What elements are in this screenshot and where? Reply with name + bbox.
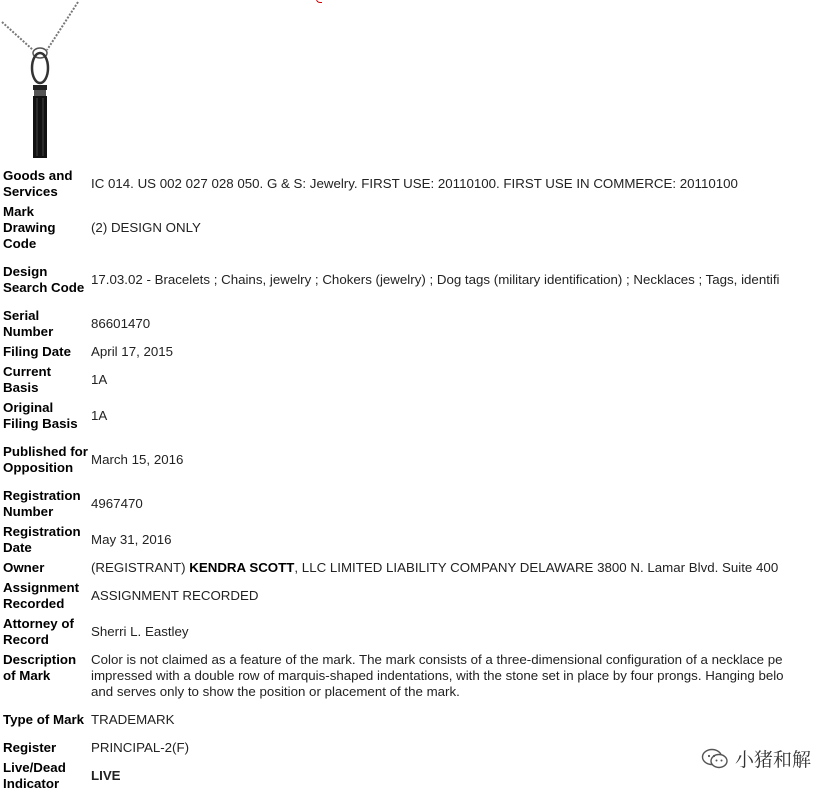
value-reg-number: 4967470 xyxy=(91,496,143,511)
owner-prefix: (REGISTRANT) xyxy=(91,560,190,575)
value-type: TRADEMARK xyxy=(91,712,175,727)
value-filing-date: April 17, 2015 xyxy=(91,344,174,359)
row-goods xyxy=(0,166,837,202)
value-owner xyxy=(90,558,837,578)
row-drawing xyxy=(0,202,837,254)
description-line-1: Color is not claimed as a feature of the mark. The mark consists of a three-dimensional configuration of a necklace pe xyxy=(91,652,783,667)
value-serial: 86601470 xyxy=(91,316,151,331)
label-reg-number: Registration Number xyxy=(3,488,81,519)
description-line-3: and serves only to show the position or placement of the mark. xyxy=(91,684,460,699)
label-filing-date: Filing Date xyxy=(3,344,71,359)
row-published xyxy=(0,434,837,486)
red-mark-fragment xyxy=(316,0,322,3)
row-current-basis xyxy=(0,362,837,398)
row-attorney xyxy=(0,614,837,650)
row-assignment xyxy=(0,578,837,614)
label-attorney: Attorney of Record xyxy=(3,616,74,647)
owner-name: KENDRA SCOTT xyxy=(189,560,295,575)
row-type xyxy=(0,702,837,738)
row-filing-date xyxy=(0,342,837,362)
row-owner xyxy=(0,558,837,578)
label-drawing: Mark Drawing Code xyxy=(3,204,56,251)
label-original-basis: Original Filing Basis xyxy=(3,400,78,431)
row-reg-number xyxy=(0,486,837,522)
value-attorney: Sherri L. Eastley xyxy=(91,624,189,639)
value-live-dead: LIVE xyxy=(91,768,121,783)
label-type: Type of Mark xyxy=(3,712,85,727)
value-goods: IC 014. US 002 027 028 050. G & S: Jewelry. FIRST USE: 20110100. FIRST USE IN COMMERCE: 20110100 xyxy=(91,176,738,191)
label-design-search: Design Search Code xyxy=(3,264,85,295)
row-serial xyxy=(0,306,837,342)
row-design-search xyxy=(0,254,837,306)
mark-drawing-image xyxy=(0,0,90,165)
value-design-search: 17.03.02 - Bracelets ; Chains, jewelry ; Chokers (jewelry) ; Dog tags (military identification) ; Necklaces ; Tags, identifi xyxy=(91,272,780,287)
value-drawing: (2) DESIGN ONLY xyxy=(91,220,201,235)
label-reg-date: Registration Date xyxy=(3,524,81,555)
value-published: March 15, 2016 xyxy=(91,452,184,467)
label-assignment: Assignment Recorded xyxy=(3,580,80,611)
watermark-text: 小猪和解 xyxy=(734,750,811,771)
label-goods: Goods and Services xyxy=(3,168,73,199)
label-description: Description of Mark xyxy=(3,652,77,683)
label-owner: Owner xyxy=(3,560,45,575)
value-register: PRINCIPAL-2(F) xyxy=(91,740,190,755)
trademark-status-table xyxy=(0,166,837,794)
value-reg-date: May 31, 2016 xyxy=(91,532,172,547)
row-description xyxy=(0,650,837,702)
value-original-basis: 1A xyxy=(91,408,108,423)
label-serial: Serial Number xyxy=(3,308,54,339)
row-original-basis xyxy=(0,398,837,434)
label-live-dead: Live/Dead Indicator xyxy=(3,760,66,791)
description-line-2: impressed with a double row of marquis-shaped indentations, with the stone set in place by four prongs. Hanging belo xyxy=(91,668,784,683)
value-assignment: ASSIGNMENT RECORDED xyxy=(91,588,259,603)
wechat-icon xyxy=(701,748,729,770)
row-reg-date xyxy=(0,522,837,558)
watermark xyxy=(701,745,811,772)
label-register: Register xyxy=(3,740,57,755)
owner-details: , LLC LIMITED LIABILITY COMPANY DELAWARE 3800 N. Lamar Blvd. Suite 400 xyxy=(294,560,779,575)
label-published: Published for Opposition xyxy=(3,444,88,475)
value-current-basis: 1A xyxy=(91,372,108,387)
label-current-basis: Current Basis xyxy=(3,364,52,395)
value-description xyxy=(90,650,837,702)
